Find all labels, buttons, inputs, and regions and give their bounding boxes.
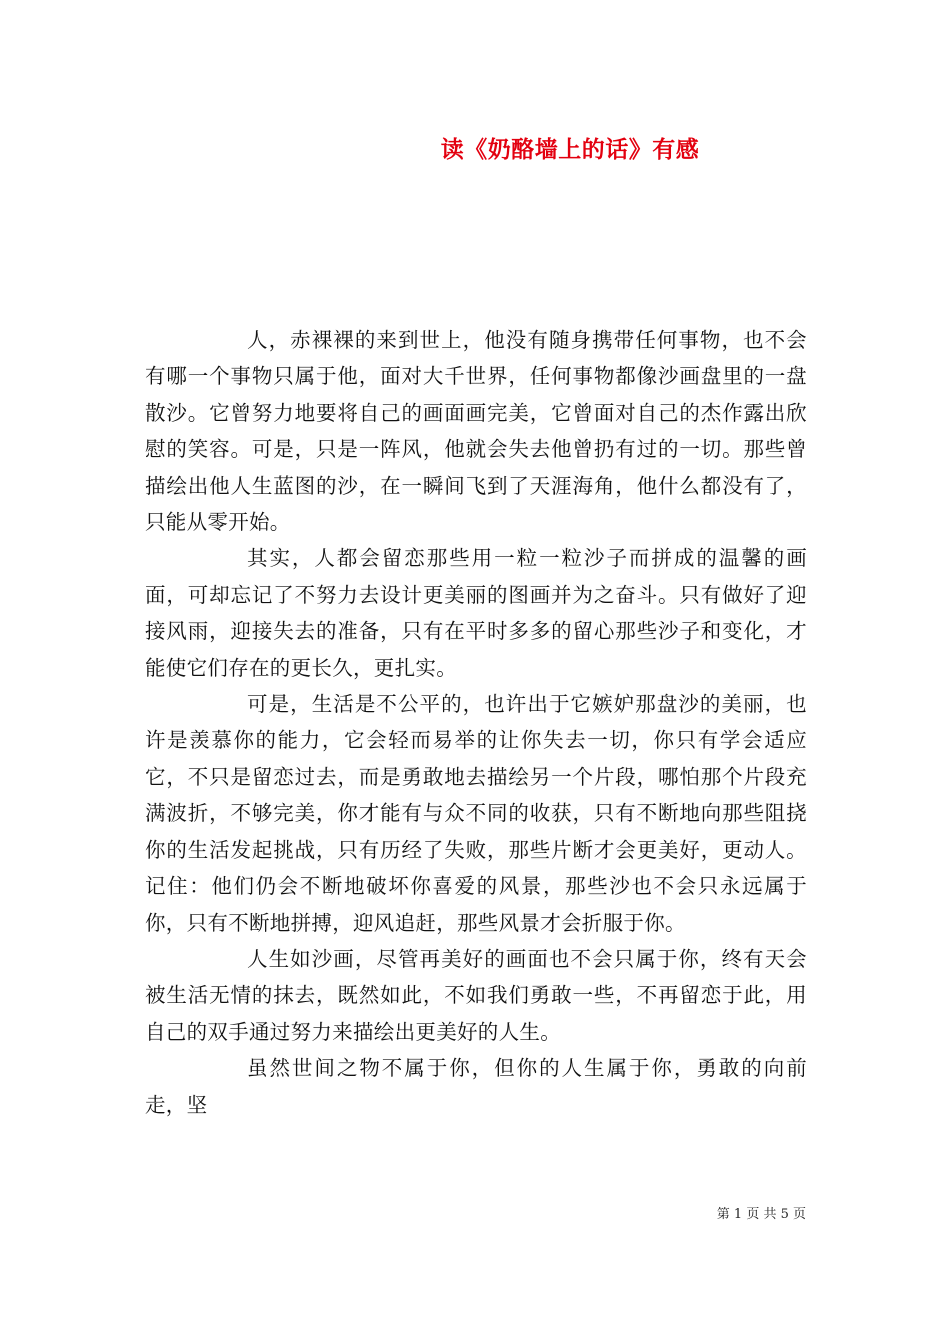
paragraph-5: 虽然世间之物不属于你，但你的人生属于你，勇敢的向前走，坚 xyxy=(145,1056,807,1117)
document-title: 读《奶酪墙上的话》有感 xyxy=(440,136,700,163)
document-body xyxy=(145,322,807,1123)
paragraph-3: 可是，生活是不公平的，也许出于它嫉妒那盘沙的美丽，也许是羡慕你的能力，它会轻而易举的让你失去一切，你只有学会适应它，不只是留恋过去，而是勇敢地去描绘另一个片段，哪怕那个片段充满波折，不够完美，你才能有与众不同的收获，只有不断地向那些阻挠你的生活发起挑战，只有历经了失败，那些片断才会更美好，更动人。记住：他们仍会不断地破坏你喜爱的风景，那些沙也不会只永远属于你，只有不断地拼搏，迎风追赶，那些风景才会折服于你。 xyxy=(145,692,807,935)
page-number-footer: 第 1 页 共 5 页 xyxy=(716,1207,806,1222)
paragraph-4: 人生如沙画，尽管再美好的画面也不会只属于你，终有天会被生活无情的抹去，既然如此，不如我们勇敢一些，不再留恋于此，用自己的双手通过努力来描绘出更美好的人生。 xyxy=(145,946,807,1044)
paragraph-1: 人，赤裸裸的来到世上，他没有随身携带任何事物，也不会有哪一个事物只属于他，面对大千世界，任何事物都像沙画盘里的一盘散沙。它曾努力地要将自己的画面画完美，它曾面对自己的杰作露出欣慰的笑容。可是，只是一阵风，他就会失去他曾扔有过的一切。那些曾描绘出他人生蓝图的沙，在一瞬间飞到了天涯海角，他什么都没有了，只能从零开始。 xyxy=(145,328,807,535)
paragraph-2: 其实，人都会留恋那些用一粒一粒沙子而拼成的温馨的画面，可却忘记了不努力去设计更美丽的图画并为之奋斗。只有做好了迎接风雨，迎接失去的准备，只有在平时多多的留心那些沙子和变化，才能使它们存在的更长久，更扎实。 xyxy=(145,546,807,680)
